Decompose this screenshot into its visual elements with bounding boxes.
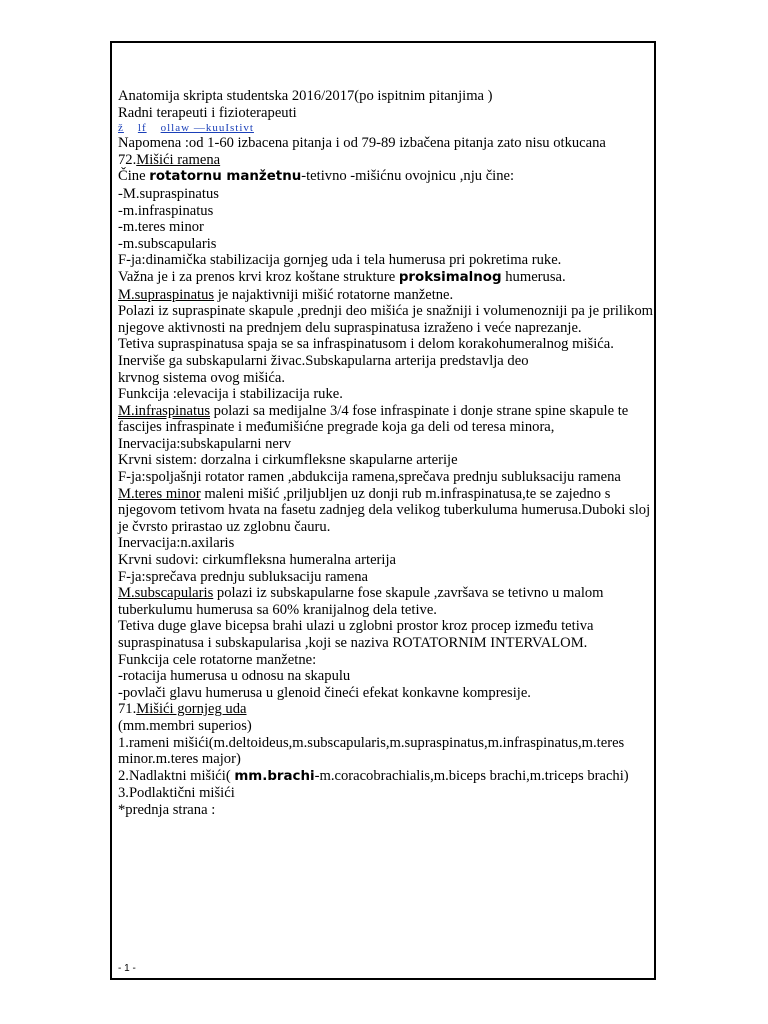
paragraph: Čine rotatornu manžetnu-tetivno -mišićnu ovojnicu ,nju čine: bbox=[118, 168, 515, 185]
list-item: -povlači glavu humerusa u glenoid čineći efekat konkavne kompresije. bbox=[118, 684, 531, 701]
list-item: -m.teres minor bbox=[118, 219, 204, 236]
paragraph: M.infraspinatus polazi sa medijalne 3/4 fose infraspinate i donje strane spine skapule te fascijes infraspinate i međumišićne pregrade koja ga deli od teresa minora, bbox=[118, 402, 629, 436]
list-item: 2.Nadlaktni mišići( mm.brachi-m.coracobrachialis,m.biceps brachi,m.triceps brachi) bbox=[118, 767, 629, 784]
paragraph: (mm.membri superios) bbox=[118, 717, 252, 734]
paragraph: M.supraspinatus je najaktivniji mišić rotatorne manžetne. bbox=[118, 286, 454, 303]
paragraph: Inerviše ga subskapularni živac.Subskapularna arterija predstavlja deo bbox=[118, 352, 529, 369]
note: Napomena :od 1-60 izbacena pitanja i od 79-89 izbačena pitanja zato nisu otkucana bbox=[118, 135, 606, 152]
paragraph: Inervacija:n.axilaris bbox=[118, 535, 235, 552]
page-number: - 1 - bbox=[118, 963, 136, 974]
paragraph: M.subscapularis polazi iz subskapularne fose skapule ,završava se tetivno u malom tuberkulumu humerusa sa 60% kranijalnog dela tetive. bbox=[118, 585, 604, 618]
list-item: -m.infraspinatus bbox=[118, 202, 214, 219]
paragraph: M.teres minor maleni mišić ,priljubljen uz donji rub m.infraspinatusa,te se zajedno s njegovom tetivom hvata na fasetu zadnjeg dela velikog tuberkuluma humerusa.Duboki sloj je čvrsto prirastao uz zglobnu čauru. bbox=[118, 485, 651, 535]
document-page bbox=[110, 41, 656, 980]
list-item: 3.Podlaktični mišići bbox=[118, 785, 235, 802]
paragraph: krvnog sistema ovog mišića. bbox=[118, 369, 285, 386]
list-item: -m.subscapularis bbox=[118, 235, 217, 252]
paragraph: Funkcija :elevacija i stabilizacija ruke. bbox=[118, 386, 343, 403]
document-body bbox=[118, 88, 654, 819]
paragraph: Funkcija cele rotatorne manžetne: bbox=[118, 651, 317, 668]
list-item: *prednja strana : bbox=[118, 801, 216, 818]
paragraph: Krvni sistem: dorzalna i cirkumfleksne skapularne arterije bbox=[118, 452, 458, 469]
paragraph: F-ja:dinamička stabilizacija gornjeg uda i tela humerusa pri pokretima ruke. bbox=[118, 252, 562, 269]
paragraph: Tetiva duge glave bicepsa brahi ulazi u zglobni prostor kroz procep između tetiva supraspinatusa i subskapularisa ,koji se naziva ROTATORNIM INTERVALOM. bbox=[118, 618, 594, 651]
doc-title: Anatomija skripta studentska 2016/2017(po ispitnim pitanjima ) bbox=[118, 88, 493, 104]
paragraph: Tetiva supraspinatusa spaja se sa infraspinatusom i delom korakohumeralnog mišića. bbox=[118, 336, 614, 353]
paragraph: Inervacija:subskapularni nerv bbox=[118, 435, 292, 452]
section-72-heading: 72.Mišići ramena bbox=[118, 151, 221, 168]
handwritten-scribble: ž lf ollaw —kuuIstivt bbox=[118, 122, 254, 135]
paragraph: Važna je i za prenos krvi kroz koštane strukture proksimalnog humerusa. bbox=[118, 268, 566, 285]
paragraph: Polazi iz supraspinate skapule ,prednji deo mišića je snažniji i volumenozniji pa je prilikom njegove aktivnosti na prednjem delu supraspinatusa izraženo i veće naprezanje. bbox=[118, 303, 653, 336]
paragraph: Krvni sudovi: cirkumfleksna humeralna arterija bbox=[118, 552, 397, 569]
doc-subtitle: Radni terapeuti i fizioterapeuti bbox=[118, 104, 297, 121]
list-item: 1.rameni mišići(m.deltoideus,m.subscapularis,m.supraspinatus,m.infraspinatus,m.teres minor.m.teres major) bbox=[118, 734, 625, 768]
paragraph: F-ja:sprečava prednju subluksaciju ramena bbox=[118, 568, 369, 585]
list-item: -M.supraspinatus bbox=[118, 185, 219, 202]
section-71-heading: 71.Mišići gornjeg uda bbox=[118, 701, 247, 718]
paragraph: F-ja:spoljašnji rotator ramen ,abdukcija ramena,sprečava prednju subluksaciju ramena bbox=[118, 469, 621, 486]
list-item: -rotacija humerusa u odnosu na skapulu bbox=[118, 668, 351, 685]
